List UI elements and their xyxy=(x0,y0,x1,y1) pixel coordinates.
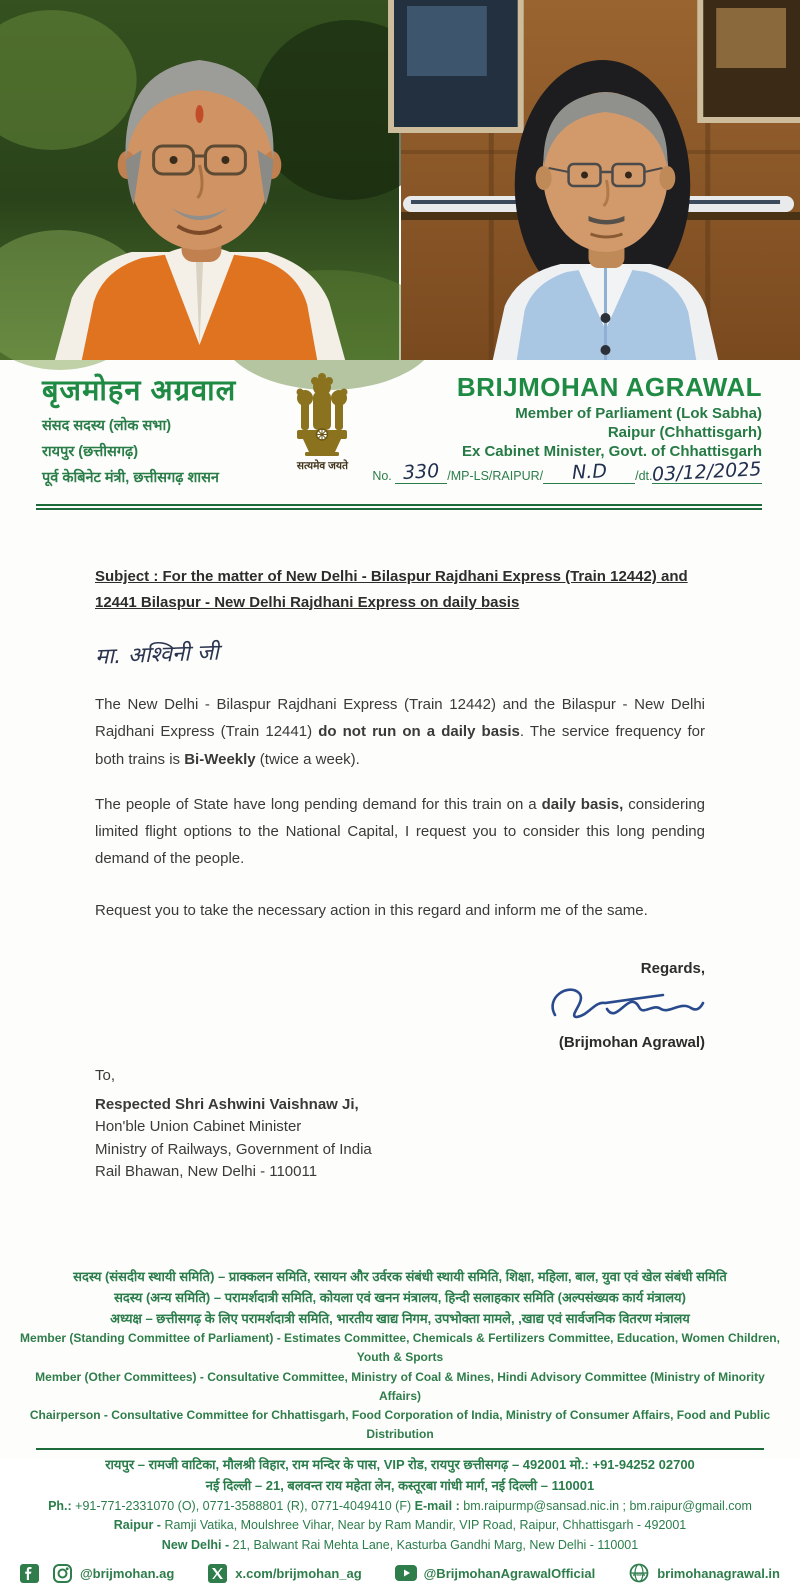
footer-address-hindi-2: नई दिल्ली – 21, बलवन्त राय महेता लेन, कस्तूरबा गांधी मार्ग, नई दिल्ली – 110001 xyxy=(205,1477,595,1493)
designation-hindi-2: रायपुर (छत्तीसगढ़) xyxy=(42,444,139,460)
signature xyxy=(545,981,705,1032)
designation-english-1: Member of Parliament (Lok Sabha) xyxy=(515,405,762,422)
name-hindi: बृजमोहन अग्रवाल xyxy=(42,375,237,407)
globe-www-icon xyxy=(629,1563,649,1583)
letter-body xyxy=(0,564,800,1258)
footer-address-hindi-1: रायपुर – रामजी वाटिका, मौलश्री विहार, राम मन्दिर के पास, VIP रोड, रायपुर छत्तीसगढ़ – 492001 मो.: +91-94252 02700 xyxy=(105,1457,695,1473)
instagram-icon xyxy=(53,1563,72,1583)
footer-address-english-1 xyxy=(20,1516,780,1535)
newdelhi-address: 21, Balwant Rai Mehta Lane, Kasturba Gandhi Marg, New Delhi - 110001 xyxy=(229,1537,639,1552)
addressee-line-3: Rail Bhawan, New Delhi - 110011 xyxy=(95,1163,318,1181)
x-handle: x.com/brijmohan_ag xyxy=(235,1565,362,1581)
addressee-name: Respected Shri Ashwini Vaishnaw Ji, xyxy=(95,1095,359,1113)
photo-brijmohan-agrawal xyxy=(0,0,399,360)
handwritten-greeting: मा. अश्विनी जी xyxy=(94,640,220,670)
letterhead-divider xyxy=(36,504,762,510)
youtube-handle: @BrijmohanAgrawalOfficial xyxy=(423,1565,596,1581)
social-media-row xyxy=(20,1563,780,1583)
letterhead-right-block xyxy=(358,370,762,502)
designation-hindi-3: पूर्व केबिनेट मंत्री, छत्तीसगढ़ शासन xyxy=(42,470,219,486)
signature-ink-icon xyxy=(545,981,705,1027)
ref-no-blank xyxy=(395,460,447,484)
youtube-icon xyxy=(396,1563,416,1583)
lion-capital-icon xyxy=(291,372,353,458)
para1-text-1: The New Delhi - Bilaspur Rajdhani Express (Train 12442) and the Bilaspur - New Delhi Rajdhani Express (Train 12441) xyxy=(95,696,705,741)
portrait-left-illustration xyxy=(0,0,399,360)
ashoka-emblem xyxy=(287,372,359,502)
para1-text-3: (twice a week). xyxy=(255,750,360,768)
instagram-handle: @brijmohan.ag xyxy=(80,1565,175,1581)
email-addresses: bm.raipurmp@sansad.nic.in ; bm.raipur@gmail.com xyxy=(459,1499,752,1514)
addressee-line-2: Ministry of Railways, Government of India xyxy=(95,1140,372,1158)
photo-ashwini-vaishnaw xyxy=(401,0,800,360)
footer-hindi-line-2: सदस्य (अन्य समिति) – परामर्शदात्री समिति, कोयला एवं खनन मंत्रालय, हिन्दी सलाहकार समिति (अल्पसंख्यक कार्य मंत्रालय) xyxy=(114,1290,686,1306)
footer-hindi-line-1: सदस्य (संसदीय स्थायी समिति) – प्राक्कलन समिति, रसायन और उर्वरक संबंधी स्थायी समिति, शिक्षा, महिला, बाल, युवा एवं खेल संबंधी समिति xyxy=(73,1269,727,1284)
letterhead xyxy=(0,360,800,502)
footer-hindi-line-3: अध्यक्ष – छत्तीसगढ़ के लिए परामर्शदात्री समिति, भारतीय खाद्य निगम, उपभोक्ता मामले, ,खाद्य एवं सार्वजनिक वितरण मंत्रालय xyxy=(110,1311,690,1327)
raipur-label: Raipur - xyxy=(113,1518,161,1533)
newdelhi-label: New Delhi - xyxy=(161,1537,230,1552)
letterhead-left-block xyxy=(42,370,287,502)
para2-bold-1: daily basis, xyxy=(541,795,624,813)
ref-mid-handwritten: N.D xyxy=(571,460,608,484)
para2-text-1: The people of State have long pending demand for this train on a xyxy=(95,795,542,813)
signer-name: (Brijmohan Agrawal) xyxy=(558,1034,705,1052)
ref-no-label: No. xyxy=(372,469,392,483)
paragraph-2 xyxy=(95,791,705,873)
designation-english-2: Raipur (Chhattisgarh) xyxy=(607,424,762,441)
to-label: To, xyxy=(95,1067,116,1085)
letterhead-footer xyxy=(0,1258,800,1583)
closing-block xyxy=(95,960,705,1051)
addressee-line-1: Hon'ble Union Cabinet Minister xyxy=(95,1118,302,1136)
svg-text:www: www xyxy=(632,1572,646,1579)
paragraph-3: Request you to take the necessary action in this regard and inform me of the same. xyxy=(95,901,648,919)
name-english: BRIJMOHAN AGRAWAL xyxy=(456,372,762,402)
para2-text-2: considering limited flight options to the National Capital, I request you to consider this long pending demand of the people. xyxy=(95,795,706,868)
para1-bold-2: Bi-Weekly xyxy=(184,750,256,768)
footer-english-line-2: Member (Other Committees) - Consultative Committee, Ministry of Coal & Mines, Hindi Advisory Committee (Ministry of Minority Affairs) xyxy=(35,1369,765,1403)
footer-address-english-2 xyxy=(20,1536,780,1555)
emblem-motto: सत्यमेव जयते xyxy=(296,460,349,472)
footer-english-line-3: Chairperson - Consultative Committee for Chhattisgarh, Food Corporation of India, Ministry of Consumer Affairs, Food and Public Distribution xyxy=(29,1407,771,1442)
raipur-address: Ramji Vatika, Moulshree Vihar, Near by Ram Mandir, VIP Road, Raipur, Chhattisgarh - 492001 xyxy=(160,1518,687,1533)
para1-bold-1: do not run on a daily basis xyxy=(318,723,520,741)
addressee-block xyxy=(95,1065,705,1184)
header-photos xyxy=(0,0,800,360)
designation-english-3: Ex Cabinet Minister, Govt. of Chhattisgarh xyxy=(461,443,762,460)
email-label: E-mail : xyxy=(414,1499,460,1514)
designation-hindi-1: संसद सदस्य (लोक सभा) xyxy=(42,418,172,434)
ref-dt-blank xyxy=(651,458,763,486)
ref-dt-handwritten: 03/12/2025 xyxy=(651,458,763,486)
ref-dt-label: /dt. xyxy=(635,469,653,483)
footer-phone-email-line xyxy=(20,1496,780,1516)
portrait-right-illustration xyxy=(401,0,800,360)
website-url: brimohanagrawal.in xyxy=(657,1565,780,1581)
reference-number-line xyxy=(358,458,763,486)
subject-line: Subject : For the matter of New Delhi - Bilaspur Rajdhani Express (Train 12442) and 12441 Bilaspur - New Delhi Rajdhani Express on daily basis xyxy=(95,568,688,611)
ref-mid-blank xyxy=(543,460,635,484)
ref-no-handwritten: 330 xyxy=(402,460,440,484)
para1-text-2: . The service frequency for both trains is xyxy=(95,723,706,768)
facebook-icon xyxy=(20,1563,39,1583)
footer-divider xyxy=(36,1448,764,1450)
phone-label: Ph.: xyxy=(48,1499,72,1514)
footer-english-line-1: Member (Standing Committee of Parliament) - Estimates Committee, Chemicals & Fertilizers Committee, Education, Women Children, Youth & Sports xyxy=(20,1331,780,1365)
phone-numbers: +91-771-2331070 (O), 0771-3588801 (R), 0771-4049410 (F) xyxy=(71,1499,415,1514)
regards-text: Regards, xyxy=(640,960,705,978)
ref-mid-label: /MP-LS/RAIPUR/ xyxy=(447,469,544,483)
x-twitter-icon xyxy=(208,1563,227,1583)
paragraph-1 xyxy=(95,691,705,773)
